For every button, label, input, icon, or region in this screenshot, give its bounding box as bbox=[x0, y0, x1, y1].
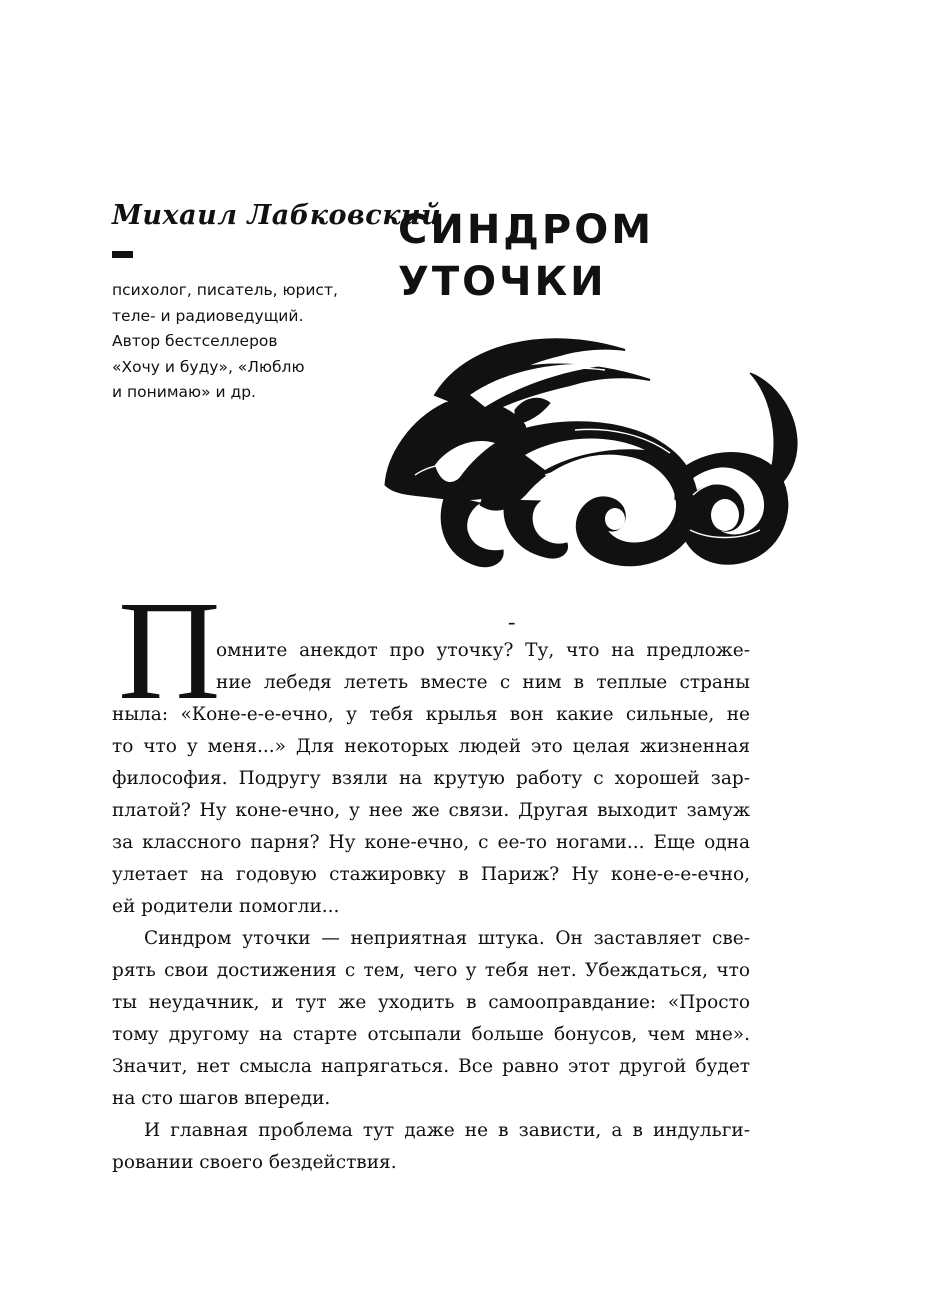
text-line: то что у меня...» Для некоторых людей это целая жизненная bbox=[112, 736, 750, 757]
text-line: Синдром уточки — неприятная штука. Он заставляет све- bbox=[144, 928, 750, 949]
hyphen-mark: - bbox=[508, 609, 516, 634]
text-line: ныла: «Коне-е-е-ечно, у тебя крылья вон какие сильные, не bbox=[112, 704, 750, 725]
text-line: за классного парня? Ну коне-ечно, с ее-то ногами... Еще одна bbox=[112, 832, 750, 853]
text-line: ние лебедя лететь вместе с ним в теплые страны bbox=[216, 672, 750, 693]
text-line: платой? Ну коне-ечно, у нее же связи. Другая выходит замуж bbox=[112, 800, 750, 821]
text-line: омните анекдот про уточку? Ту, что на предложе- bbox=[216, 640, 750, 661]
text-line: ровании своего бездействия. bbox=[112, 1152, 397, 1173]
text-line: рять свои достижения с тем, чего у тебя нет. Убеждаться, что bbox=[112, 960, 750, 981]
text-line: И главная проблема тут даже не в зависти, а в индульги- bbox=[144, 1120, 750, 1141]
bio-line: «Хочу и буду», «Люблю bbox=[112, 357, 305, 376]
text-line: ты неудачник, и тут же уходить в самооправдание: «Просто bbox=[112, 992, 750, 1013]
bio-line: Автор бестселлеров bbox=[112, 332, 278, 350]
text-line: Значит, нет смысла напрягаться. Все равно этот другой будет bbox=[112, 1056, 750, 1077]
author-name: Михаил Лабковский bbox=[112, 200, 442, 231]
text-line: на сто шагов впереди. bbox=[112, 1088, 331, 1109]
bio-line: теле- и радиоведущий. bbox=[112, 306, 304, 325]
article-title bbox=[398, 204, 654, 308]
text-line: улетает на годовую стажировку в Париж? Ну коне-е-е-ечно, bbox=[112, 864, 750, 885]
drop-cap: П bbox=[118, 571, 221, 729]
title-line: УТОЧКИ bbox=[398, 259, 607, 305]
bio-line: психолог, писатель, юрист, bbox=[112, 281, 338, 299]
title-line: СИНДРОМ bbox=[398, 207, 655, 253]
author-bio bbox=[112, 278, 362, 406]
author-divider bbox=[112, 251, 133, 258]
text-line: тому другому на старте отсыпали больше бонусов, чем мне». bbox=[112, 1024, 750, 1045]
text-line: ей родители помогли... bbox=[112, 896, 340, 917]
capricorn-illustration bbox=[375, 325, 805, 590]
text-line: философия. Подругу взяли на крутую работу с хорошей зар- bbox=[112, 768, 750, 789]
bio-line: и понимаю» и др. bbox=[112, 383, 256, 401]
